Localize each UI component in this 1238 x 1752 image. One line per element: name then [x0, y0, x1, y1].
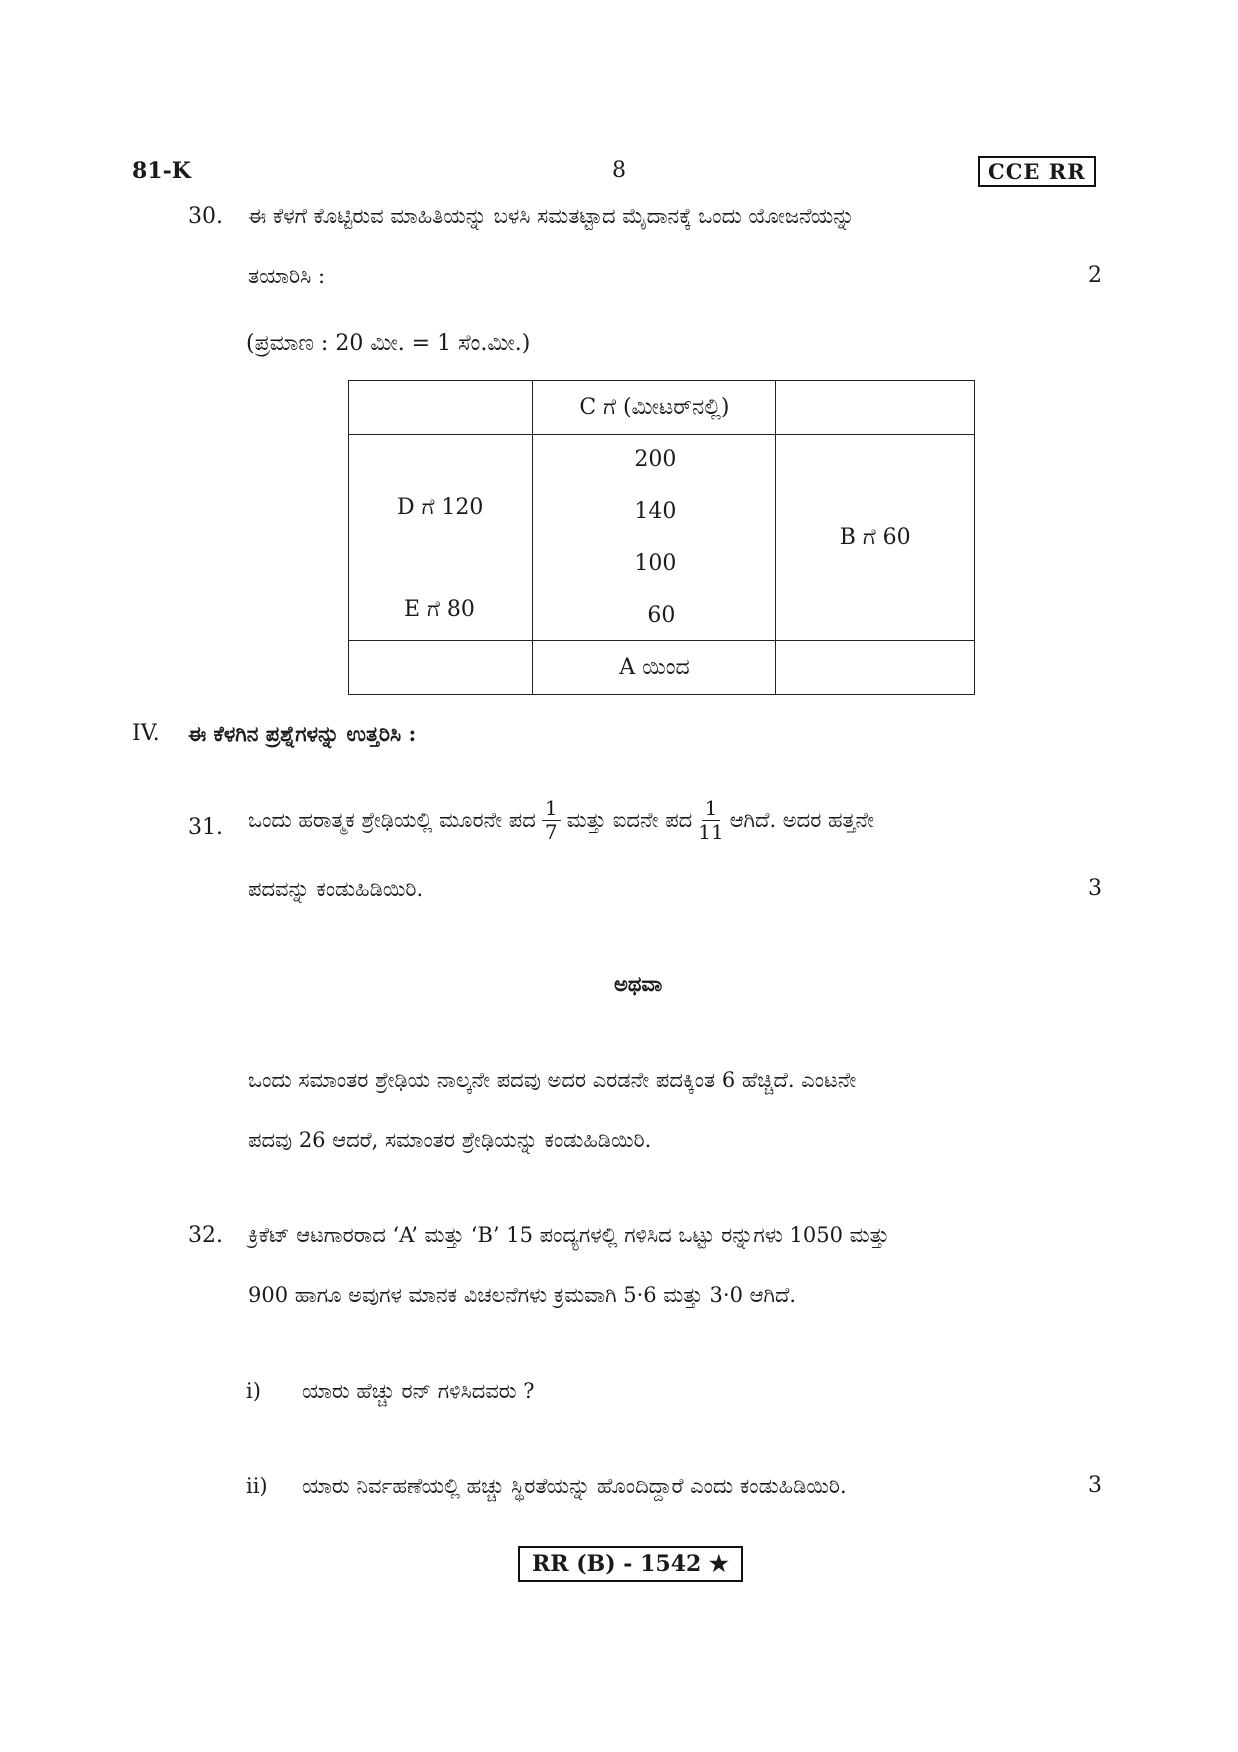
fraction-numerator: 1	[542, 797, 561, 821]
chainage-value: 140	[634, 499, 677, 524]
fraction-denominator: 7	[544, 820, 558, 844]
question-31-text-b: ಮತ್ತು ಐದನೇ ಪದ	[566, 807, 693, 832]
table-cell-empty	[349, 641, 533, 695]
exam-badge: CCE RR	[978, 156, 1096, 187]
question-31-number: 31.	[188, 815, 223, 840]
chainage-value: 60	[647, 603, 676, 628]
question-31-text-c: ಆಗಿದೆ. ಅದರ ಹತ್ತನೇ	[729, 807, 875, 832]
question-32-sub-1-label: i)	[246, 1379, 261, 1403]
paper-code: 81-K	[132, 158, 191, 184]
question-32-sub-2-label: ii)	[246, 1474, 268, 1498]
fraction-denominator: 11	[698, 820, 724, 844]
offset-d: D ಗೆ 120	[397, 495, 484, 520]
table-footer-a: A ಯಿಂದ	[533, 641, 776, 695]
page-number: 8	[612, 158, 626, 183]
or-divider: ಅಥವಾ	[614, 971, 663, 996]
table-chainage-values	[533, 435, 776, 641]
chainage-value: 100	[634, 551, 677, 576]
chainage-value: 200	[634, 447, 677, 472]
table-left-offsets	[349, 435, 533, 641]
table-cell-empty	[776, 381, 975, 435]
question-30-line-1: ಈ ಕೆಳಗೆ ಕೊಟ್ಟಿರುವ ಮಾಹಿತಿಯನ್ನು ಬಳಸಿ ಸಮತಟ್ಟಾದ ಮೈದಾನಕ್ಕೆ ಒಂದು ಯೋಜನೆಯನ್ನು	[248, 204, 855, 228]
fraction-one-seventh	[542, 797, 561, 844]
offset-b: B ಗೆ 60	[776, 435, 975, 641]
offset-e: E ಗೆ 80	[404, 597, 475, 622]
fraction-numerator: 1	[702, 797, 721, 821]
question-32-line-1: ಕ್ರಿಕೆಟ್ ಆಟಗಾರರಾದ ‘A’ ಮತ್ತು ‘B’ 15 ಪಂದ್ಯಗಳಲ್ಲಿ ಗಳಿಸಿದ ಒಟ್ಟು ರನ್ನುಗಳು 1050 ಮತ್ತು	[248, 1223, 890, 1247]
question-31-line-2: ಪದವನ್ನು ಕಂಡುಹಿಡಿಯಿರಿ.	[248, 877, 424, 901]
section-roman: IV.	[132, 721, 160, 746]
question-30-scale: (ಪ್ರಮಾಣ : 20 ಮೀ. = 1 ಸೆಂ.ಮೀ.)	[246, 331, 531, 356]
question-32-number: 32.	[188, 1223, 223, 1248]
table-cell-empty	[349, 381, 533, 435]
question-32-sub-2-text: ಯಾರು ನಿರ್ವಹಣೆಯಲ್ಲಿ ಹಚ್ಚು ಸ್ಥಿರತೆಯನ್ನು ಹೊಂದಿದ್ದಾರೆ ಎಂದು ಕಂಡುಹಿಡಿಯಿರಿ.	[302, 1474, 847, 1498]
table-cell-empty	[776, 641, 975, 695]
question-31-line-1	[248, 797, 874, 844]
footer-code: RR (B) - 1542 ★	[518, 1546, 743, 1582]
question-32-sub-1-text: ಯಾರು ಹೆಚ್ಚು ರನ್ ಗಳಿಸಿದವರು ?	[302, 1379, 535, 1403]
question-31-alt-line-1: ಒಂದು ಸಮಾಂತರ ಶ್ರೇಢಿಯ ನಾಲ್ಕನೇ ಪದವು ಅದರ ಎರಡನೇ ಪದಕ್ಕಿಂತ 6 ಹೆಚ್ಚಿದೆ. ಎಂಟನೇ	[248, 1068, 857, 1092]
question-32-line-2: 900 ಹಾಗೂ ಅವುಗಳ ಮಾನಕ ವಿಚಲನೆಗಳು ಕ್ರಮವಾಗಿ 5·6 ಮತ್ತು 3·0 ಆಗಿದೆ.	[248, 1283, 797, 1307]
question-31-alt-line-2: ಪದವು 26 ಆದರೆ, ಸಮಾಂತರ ಶ್ರೇಢಿಯನ್ನು ಕಂಡುಹಿಡಿಯಿರಿ.	[248, 1128, 652, 1152]
question-30-marks: 2	[1088, 263, 1102, 288]
section-title: ಈ ಕೆಳಗಿನ ಪ್ರಶ್ನೆಗಳನ್ನು ಉತ್ತರಿಸಿ :	[188, 721, 417, 746]
question-30-number: 30.	[188, 204, 223, 229]
table-header-c: C ಗೆ (ಮೀಟರ್‌ನಲ್ಲಿ)	[533, 381, 776, 435]
question-32-marks: 3	[1088, 1473, 1102, 1498]
question-31-marks: 3	[1088, 876, 1102, 901]
question-31-text-a: ಒಂದು ಹರಾತ್ಮಕ ಶ್ರೇಢಿಯಲ್ಲಿ ಮೂರನೇ ಪದ	[248, 807, 536, 832]
fraction-one-eleventh	[698, 797, 723, 844]
field-book-table	[348, 380, 975, 695]
question-30-line-2: ತಯಾರಿಸಿ :	[248, 264, 326, 288]
